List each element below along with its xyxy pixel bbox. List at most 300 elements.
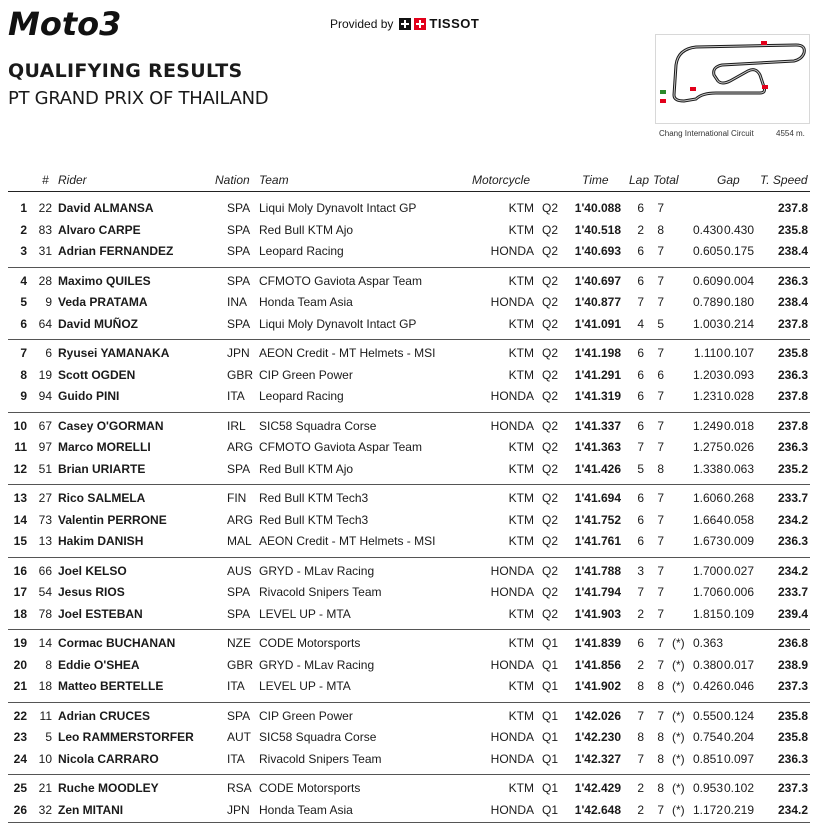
rider-name: Marco MORELLI: [58, 440, 151, 454]
motorcycle: HONDA: [490, 802, 534, 817]
nation: GBR: [227, 657, 254, 672]
position: 19: [13, 636, 27, 650]
gap-to-first: 1.110: [693, 346, 723, 360]
rider-name: Joel ESTEBAN: [58, 606, 143, 621]
group-divider: [8, 629, 810, 630]
rider-name: Joel KELSO: [58, 563, 127, 578]
nation: ITA: [227, 389, 245, 403]
circuit-length: 4554 m.: [776, 129, 805, 138]
team-name: Rivacold Snipers Team: [259, 751, 382, 766]
top-speed: 235.8: [777, 708, 808, 723]
gap-to-first: 0.609: [692, 273, 723, 288]
team-name: SIC58 Squadra Corse: [259, 730, 377, 744]
best-lap: 6: [637, 512, 644, 527]
top-speed: 233.7: [777, 491, 808, 505]
best-lap: 6: [637, 346, 644, 360]
table-row: [8, 655, 810, 676]
top-speed: 234.2: [777, 512, 808, 527]
rider-number: 13: [38, 534, 52, 548]
col-nation: Nation: [215, 173, 250, 187]
session: Q2: [542, 201, 559, 215]
gap-to-first: 0.363: [692, 636, 723, 650]
rider-name: Jesus RIOS: [58, 585, 125, 599]
rider-number: 32: [38, 802, 52, 817]
position: 18: [13, 606, 27, 621]
total-laps: 7: [657, 440, 664, 454]
session: Q2: [542, 534, 559, 548]
rider-number: 54: [38, 585, 52, 599]
best-lap: 6: [637, 244, 644, 258]
gap-to-previous: 0.268: [724, 491, 755, 505]
q1-marker: (*): [672, 679, 685, 693]
group-divider: [8, 412, 810, 413]
session: Q2: [542, 440, 559, 454]
top-speed: 236.3: [777, 751, 808, 766]
rider-name: Veda PRATAMA: [58, 295, 148, 309]
rider-number: 19: [38, 367, 52, 382]
motorcycle: KTM: [508, 781, 534, 795]
table-row: [8, 531, 810, 552]
motorcycle: HONDA: [490, 295, 534, 309]
q1-marker: (*): [672, 730, 685, 744]
nation: SPA: [227, 222, 251, 237]
gap-to-previous: 0.058: [724, 512, 755, 527]
gap-to-first: 1.815: [692, 606, 723, 621]
session: Q2: [542, 316, 559, 331]
rider-number: 67: [38, 418, 52, 433]
gap-to-previous: 0.107: [724, 346, 755, 360]
sponsor-banner: [330, 16, 479, 31]
motorcycle: HONDA: [490, 585, 534, 599]
table-row: [8, 271, 810, 292]
lap-time: 1'42.648: [574, 802, 621, 817]
position: 13: [13, 491, 27, 505]
total-laps: 8: [657, 679, 664, 693]
rider-number: 73: [38, 512, 52, 527]
team-name: GRYD - MLav Racing: [259, 563, 375, 578]
table-row: [8, 604, 810, 625]
rider-number: 21: [38, 781, 52, 795]
session: Q2: [542, 222, 559, 237]
gap-to-first: 0.754: [692, 730, 723, 744]
best-lap: 7: [637, 440, 644, 454]
best-lap: 2: [637, 606, 644, 621]
gap-to-previous: 0.026: [724, 440, 755, 454]
page-title: QUALIFYING RESULTS: [8, 60, 243, 82]
rider-number: 22: [38, 201, 52, 215]
position: 4: [20, 273, 27, 288]
team-name: Red Bull KTM Ajo: [259, 222, 354, 237]
motorcycle: HONDA: [490, 418, 534, 433]
lap-time: 1'42.230: [574, 730, 621, 744]
total-laps: 7: [657, 657, 664, 672]
q1-marker: (*): [672, 751, 685, 766]
session: Q1: [542, 679, 559, 693]
col-time: Time: [582, 173, 609, 187]
gap-to-previous: 0.009: [724, 534, 755, 548]
lap-time: 1'41.363: [574, 440, 621, 454]
session: Q2: [542, 244, 559, 258]
team-name: CODE Motorsports: [259, 781, 361, 795]
best-lap: 6: [637, 273, 644, 288]
lap-time: 1'40.693: [574, 244, 621, 258]
rider-name: Brian URIARTE: [58, 461, 146, 476]
col-gap: Gap: [717, 173, 740, 187]
total-laps: 7: [657, 244, 664, 258]
best-lap: 2: [637, 781, 644, 795]
gap-to-previous: 0.214: [724, 316, 755, 331]
gap-to-first: 0.851: [692, 751, 723, 766]
lap-time: 1'41.291: [574, 367, 621, 382]
rider-number: 51: [38, 461, 52, 476]
moto3-logo: [8, 6, 174, 40]
lap-time: 1'41.091: [574, 316, 621, 331]
session: Q2: [542, 346, 559, 360]
rider-name: Casey O'GORMAN: [58, 418, 164, 433]
top-speed: 238.9: [777, 657, 808, 672]
team-name: Red Bull KTM Ajo: [259, 461, 354, 476]
motorcycle: KTM: [508, 491, 534, 505]
rider-number: 64: [38, 316, 52, 331]
nation: SPA: [227, 273, 251, 288]
top-speed: 237.8: [777, 389, 808, 403]
rider-number: 94: [38, 389, 52, 403]
gap-to-previous: 0.017: [724, 657, 755, 672]
total-laps: 7: [657, 295, 664, 309]
position: 16: [13, 563, 27, 578]
top-speed: 236.3: [777, 440, 808, 454]
col-team: Team: [259, 173, 289, 187]
team-name: CFMOTO Gaviota Aspar Team: [259, 273, 422, 288]
tissot-cross-icon: [399, 18, 411, 30]
position: 5: [20, 295, 27, 309]
col-rider: Rider: [58, 173, 87, 187]
motorcycle: KTM: [508, 534, 534, 548]
table-row: [8, 800, 810, 821]
col-number: #: [42, 173, 49, 187]
nation: JPN: [227, 802, 250, 817]
rider-name: Adrian FERNANDEZ: [58, 244, 174, 258]
session: Q2: [542, 563, 559, 578]
session: Q2: [542, 461, 559, 476]
top-speed: 234.2: [777, 563, 808, 578]
table-row: [8, 416, 810, 437]
nation: ARG: [227, 512, 254, 527]
best-lap: 2: [637, 222, 644, 237]
nation: JPN: [227, 346, 250, 360]
team-name: AEON Credit - MT Helmets - MSI: [259, 534, 436, 548]
rider-number: 11: [39, 708, 52, 723]
rider-number: 31: [38, 244, 52, 258]
gap-to-previous: 0.018: [724, 418, 755, 433]
position: 24: [13, 751, 27, 766]
position: 21: [13, 679, 27, 693]
gap-to-previous: 0.028: [724, 389, 755, 403]
table-row: [8, 292, 810, 313]
gap-to-previous: 0.097: [724, 751, 755, 766]
total-laps: 7: [657, 201, 664, 215]
gap-to-first: 1.231: [692, 389, 723, 403]
team-name: CIP Green Power: [259, 708, 353, 723]
q1-marker: (*): [672, 708, 685, 723]
nation: SPA: [227, 461, 251, 476]
nation: SPA: [227, 244, 251, 258]
lap-time: 1'41.839: [574, 636, 621, 650]
col-speed: T. Speed: [760, 173, 808, 187]
nation: SPA: [227, 708, 251, 723]
best-lap: 4: [637, 316, 644, 331]
rider-name: Adrian CRUCES: [58, 708, 151, 723]
session: Q1: [542, 657, 559, 672]
gap-to-previous: 0.204: [724, 730, 755, 744]
q1-marker: (*): [672, 657, 685, 672]
gap-to-first: 1.664: [692, 512, 723, 527]
table-row: [8, 343, 810, 364]
rider-number: 5: [45, 730, 52, 744]
team-name: AEON Credit - MT Helmets - MSI: [259, 346, 436, 360]
team-name: CIP Green Power: [259, 367, 353, 382]
lap-time: 1'41.198: [574, 346, 621, 360]
lap-time: 1'41.426: [574, 461, 621, 476]
gap-to-previous: 0.093: [724, 367, 755, 382]
motorcycle: HONDA: [490, 244, 534, 258]
team-name: Red Bull KTM Tech3: [259, 491, 369, 505]
nation: SPA: [227, 316, 251, 331]
col-motorcycle: Motorcycle: [472, 173, 531, 187]
gap-to-first: 1.172: [692, 802, 723, 817]
best-lap: 6: [637, 389, 644, 403]
motorcycle: KTM: [508, 440, 534, 454]
top-speed: 238.4: [777, 244, 808, 258]
gap-to-first: 1.606: [692, 491, 723, 505]
total-laps: 7: [657, 708, 664, 723]
table-row: [8, 582, 810, 603]
gap-to-previous: 0.027: [724, 563, 755, 578]
position: 22: [13, 708, 27, 723]
gap-to-first: 0.430: [692, 222, 723, 237]
top-speed: 237.8: [777, 316, 808, 331]
header-divider: [8, 191, 810, 192]
gap-to-first: 0.605: [692, 244, 723, 258]
gap-to-previous: 0.219: [724, 802, 755, 817]
motorcycle: HONDA: [490, 389, 534, 403]
session: Q1: [542, 636, 559, 650]
nation: NZE: [227, 636, 251, 650]
rider-name: Matteo BERTELLE: [58, 679, 164, 693]
total-laps: 7: [657, 418, 664, 433]
gap-to-previous: 0.004: [724, 273, 755, 288]
rider-name: Rico SALMELA: [58, 491, 146, 505]
best-lap: 6: [637, 201, 644, 215]
table-row: [8, 633, 810, 654]
position: 8: [20, 367, 27, 382]
rider-number: 97: [38, 440, 52, 454]
gap-to-first: 1.706: [692, 585, 723, 599]
nation: MAL: [227, 534, 252, 548]
top-speed: 236.8: [777, 636, 808, 650]
best-lap: 3: [637, 563, 644, 578]
nation: ITA: [227, 751, 245, 766]
total-laps: 7: [657, 585, 664, 599]
table-row: [8, 198, 810, 219]
motorcycle: KTM: [508, 708, 534, 723]
event-subtitle: PT GRAND PRIX OF THAILAND: [8, 88, 269, 109]
nation: RSA: [227, 781, 252, 795]
table-row: [8, 386, 810, 407]
session: Q2: [542, 273, 559, 288]
best-lap: 7: [637, 751, 644, 766]
rider-name: Maximo QUILES: [58, 273, 151, 288]
tissot-logo: [399, 16, 479, 31]
gap-to-previous: 0.102: [724, 781, 755, 795]
session: Q2: [542, 512, 559, 527]
top-speed: 238.4: [777, 295, 808, 309]
gap-to-first: 1.003: [692, 316, 723, 331]
session: Q2: [542, 367, 559, 382]
group-divider: [8, 702, 810, 703]
gap-to-previous: 0.430: [724, 222, 755, 237]
total-laps: 6: [657, 367, 664, 382]
top-speed: 233.7: [777, 585, 808, 599]
table-row: [8, 778, 810, 799]
lap-time: 1'41.903: [574, 606, 621, 621]
motorcycle: KTM: [508, 222, 534, 237]
rider-name: Alvaro CARPE: [58, 222, 141, 237]
nation: SPA: [227, 585, 251, 599]
best-lap: 7: [637, 295, 644, 309]
lap-time: 1'41.794: [574, 585, 621, 599]
total-laps: 7: [657, 389, 664, 403]
top-speed: 236.3: [777, 534, 808, 548]
table-row: [8, 241, 810, 262]
gap-to-first: 1.203: [692, 367, 723, 382]
swiss-cross-icon: [414, 18, 426, 30]
motorcycle: KTM: [508, 679, 534, 693]
total-laps: 7: [657, 491, 664, 505]
table-row: [8, 220, 810, 241]
nation: IRL: [227, 418, 246, 433]
position: 10: [13, 418, 27, 433]
motorcycle: HONDA: [490, 657, 534, 672]
rider-name: David ALMANSA: [58, 201, 154, 215]
lap-time: 1'40.697: [574, 273, 621, 288]
team-name: Liqui Moly Dynavolt Intact GP: [259, 316, 417, 331]
rider-number: 14: [38, 636, 52, 650]
position: 14: [13, 512, 27, 527]
nation: SPA: [227, 201, 251, 215]
gap-to-previous: 0.124: [724, 708, 755, 723]
lap-time: 1'41.902: [574, 679, 621, 693]
best-lap: 6: [637, 418, 644, 433]
team-name: GRYD - MLav Racing: [259, 657, 375, 672]
group-divider: [8, 774, 810, 775]
gap-to-first: 1.673: [692, 534, 723, 548]
session: Q2: [542, 585, 559, 599]
best-lap: 6: [637, 491, 644, 505]
lap-time: 1'41.694: [574, 491, 621, 505]
svg-text:Moto3: Moto3: [8, 6, 122, 40]
session: Q2: [542, 491, 559, 505]
col-total: Total: [653, 173, 679, 187]
lap-time: 1'42.327: [574, 751, 621, 766]
rider-number: 18: [38, 679, 52, 693]
rider-name: Nicola CARRARO: [58, 751, 159, 766]
motorcycle: KTM: [508, 461, 534, 476]
position: 7: [20, 346, 27, 360]
sponsor-name: TISSOT: [429, 16, 480, 31]
total-laps: 8: [657, 222, 664, 237]
group-divider: [8, 557, 810, 558]
rider-name: Zen MITANI: [58, 802, 124, 817]
top-speed: 237.8: [777, 201, 808, 215]
top-speed: 236.3: [777, 367, 808, 382]
group-divider: [8, 339, 810, 340]
team-name: Liqui Moly Dynavolt Intact GP: [259, 201, 417, 215]
table-row: [8, 749, 810, 770]
session: Q2: [542, 295, 559, 309]
best-lap: 6: [637, 636, 644, 650]
gap-to-first: 1.249: [692, 418, 723, 433]
top-speed: 235.8: [777, 346, 808, 360]
top-speed: 235.8: [777, 222, 808, 237]
rider-number: 83: [38, 222, 52, 237]
team-name: Leopard Racing: [259, 244, 344, 258]
gap-to-previous: 0.046: [724, 679, 755, 693]
rider-number: 27: [38, 491, 52, 505]
motorcycle: KTM: [508, 273, 534, 288]
position: 1: [20, 201, 27, 215]
top-speed: 234.2: [777, 802, 808, 817]
table-row: [8, 488, 810, 509]
position: 9: [20, 389, 27, 403]
top-speed: 236.3: [777, 273, 808, 288]
top-speed: 237.3: [777, 679, 808, 693]
total-laps: 8: [657, 730, 664, 744]
table-row: [8, 561, 810, 582]
team-name: Red Bull KTM Tech3: [259, 512, 369, 527]
gap-to-first: 1.338: [692, 461, 723, 476]
gap-to-first: 0.953: [692, 781, 723, 795]
rider-name: Valentin PERRONE: [58, 512, 167, 527]
total-laps: 7: [657, 273, 664, 288]
position: 12: [13, 461, 27, 476]
nation: AUS: [227, 563, 252, 578]
nation: AUT: [227, 730, 251, 744]
total-laps: 8: [657, 781, 664, 795]
rider-name: David MUÑOZ: [58, 316, 139, 331]
rider-number: 10: [38, 751, 52, 766]
motorcycle: KTM: [508, 636, 534, 650]
team-name: LEVEL UP - MTA: [259, 606, 351, 621]
gap-to-previous: 0.175: [724, 244, 755, 258]
best-lap: 8: [637, 730, 644, 744]
nation: SPA: [227, 606, 251, 621]
total-laps: 5: [657, 316, 664, 331]
q1-marker: (*): [672, 636, 685, 650]
table-row: [8, 727, 810, 748]
rider-name: Guido PINI: [58, 389, 120, 403]
table-row: [8, 510, 810, 531]
nation: GBR: [227, 367, 254, 382]
motorcycle: HONDA: [490, 563, 534, 578]
team-name: Honda Team Asia: [259, 295, 353, 309]
col-lap: Lap: [629, 173, 650, 187]
motorcycle: HONDA: [490, 751, 534, 766]
rider-name: Leo RAMMERSTORFER: [58, 730, 194, 744]
rider-number: 28: [38, 273, 52, 288]
top-speed: 237.8: [777, 418, 808, 433]
lap-time: 1'41.752: [574, 512, 621, 527]
